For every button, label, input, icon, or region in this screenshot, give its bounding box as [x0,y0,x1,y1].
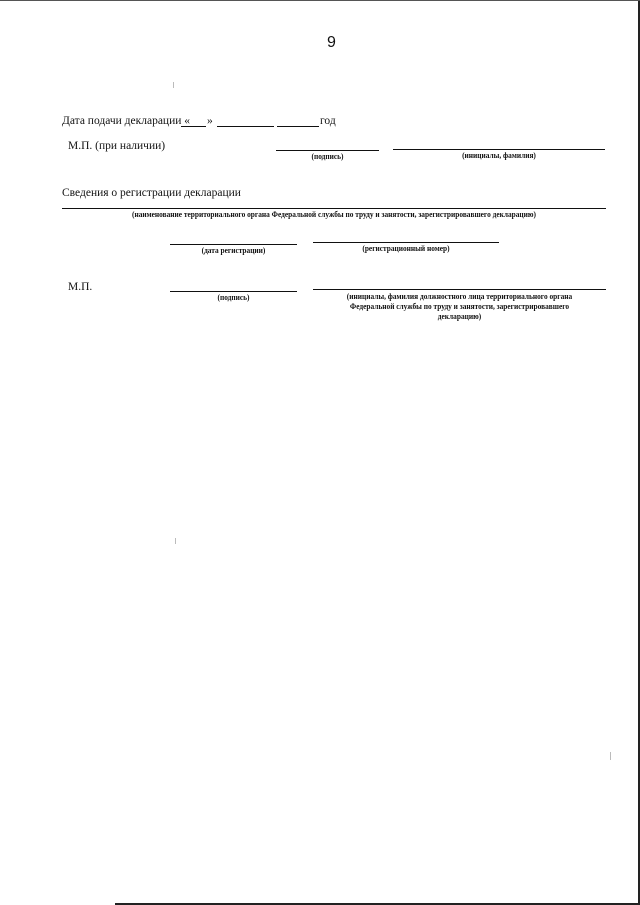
official-initials-caption-line-2: Федеральной службы по труду и занятости, зарегистрировавшего [349,302,570,311]
year-word: год [320,115,336,127]
submission-date-label: Дата подачи декларации « [62,115,191,127]
scan-speck [175,538,176,544]
page-number: 9 [327,34,336,51]
organ-name-line [62,208,606,209]
day-blank [181,126,206,127]
official-signature-line [170,291,297,292]
month-blank [217,126,274,127]
signature-line [276,150,379,151]
reg-number-caption: (регистрационный номер) [362,244,450,253]
scan-edge-top [0,0,640,1]
quote-close: » [207,115,213,127]
stamp-label: М.П. [68,281,93,293]
initials-line [393,149,605,150]
reg-number-line [313,242,499,243]
stamp-optional-label: М.П. (при наличии) [68,140,166,152]
reg-date-line [170,244,297,245]
official-initials-caption-line-1: (инициалы, фамилия должностного лица территориального органа [346,292,573,301]
signature-caption: (подпись) [311,152,344,161]
registration-heading: Сведения о регистрации декларации [62,187,241,199]
scan-speck [173,82,174,88]
year-blank [277,126,319,127]
reg-date-caption: (дата регистрации) [201,246,266,255]
scan-speck [610,752,611,760]
initials-caption: (инициалы, фамилия) [462,151,536,160]
official-initials-caption-line-3: декларацию) [437,312,482,321]
official-signature-caption: (подпись) [217,293,250,302]
official-initials-line [313,289,606,290]
organ-name-caption: (наименование территориального органа Федеральной службы по труду и занятости, зарегистрировавшего декларацию) [132,210,536,219]
